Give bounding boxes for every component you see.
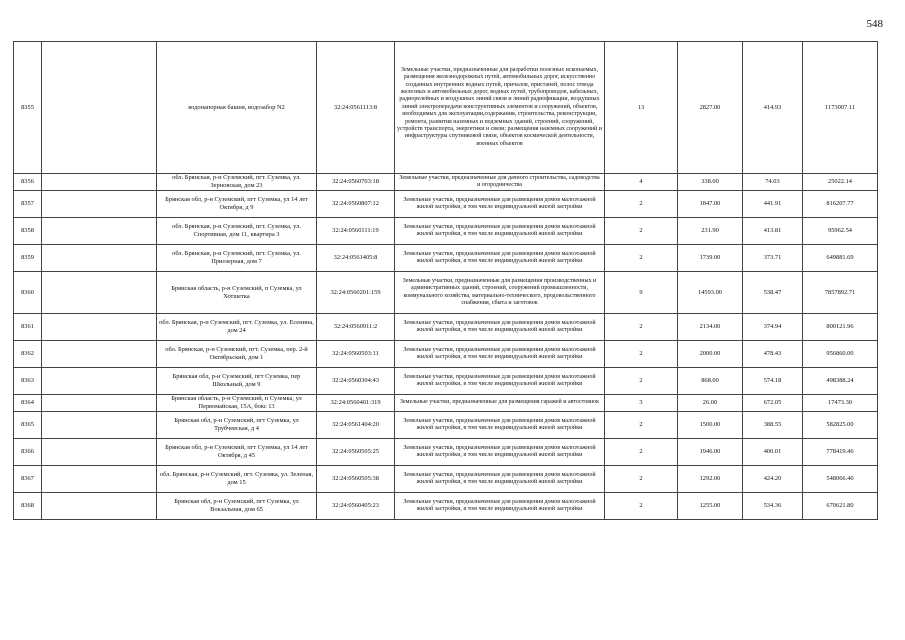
empty-cell <box>42 245 157 272</box>
address-cell: Брянская обл, р-н Суземский, пгт Суземка, ул Трубчевская, д 4 <box>157 412 317 439</box>
area-cell: 1847.00 <box>678 191 743 218</box>
area-cell: 231.90 <box>678 218 743 245</box>
page-number: 548 <box>866 18 883 30</box>
area-cell: 14593.00 <box>678 272 743 314</box>
cadastral-number-cell: 32:24:0560304:43 <box>317 368 395 395</box>
address-cell: Брянская область, р-н Суземский, п Суземка, ул Первомайская, 15А, бокс 13 <box>157 395 317 412</box>
specific-value-cell: 441.91 <box>743 191 803 218</box>
specific-value-cell: 672.05 <box>743 395 803 412</box>
empty-cell <box>42 466 157 493</box>
address-cell: водонапорная башня, водозабор N2 <box>157 42 317 174</box>
group-number-cell: 2 <box>605 466 678 493</box>
row-number: 8357 <box>14 191 42 218</box>
area-cell: 868.00 <box>678 368 743 395</box>
empty-cell <box>42 493 157 520</box>
cadastral-value-cell: 816207.77 <box>803 191 878 218</box>
empty-cell <box>42 174 157 191</box>
address-cell: Брянская область, р-н Суземский, п Суземка, ул Хотшетка <box>157 272 317 314</box>
land-use-purpose-cell: Земельные участки, предназначенные для дачного строительства, садоводства и огородничества <box>395 174 605 191</box>
row-number: 8364 <box>14 395 42 412</box>
group-number-cell: 2 <box>605 493 678 520</box>
specific-value-cell: 74.03 <box>743 174 803 191</box>
empty-cell <box>42 412 157 439</box>
group-number-cell: 9 <box>605 272 678 314</box>
cadastral-number-cell: 32:24:0560505:25 <box>317 439 395 466</box>
cadastral-number-cell: 32:24:0560807:12 <box>317 191 395 218</box>
cadastral-value-cell: 25022.14 <box>803 174 878 191</box>
address-cell: Брянская обл, р-н Суземский, пгт Суземка, ул Вокзальная, дом 65 <box>157 493 317 520</box>
cadastral-value-cell: 1173007.11 <box>803 42 878 174</box>
cadastral-value-cell: 670621.80 <box>803 493 878 520</box>
empty-cell <box>42 368 157 395</box>
area-cell: 2000.00 <box>678 341 743 368</box>
empty-cell <box>42 341 157 368</box>
land-use-purpose-cell: Земельные участки, предназначенные для размещения домов малоэтажной жилой застройки, в том числе индивидуальной жилой застройки <box>395 341 605 368</box>
cadastral-number-cell: 32:24:0560111:19 <box>317 218 395 245</box>
group-number-cell: 2 <box>605 314 678 341</box>
empty-cell <box>42 272 157 314</box>
row-number: 8361 <box>14 314 42 341</box>
cadastral-value-cell: 95962.54 <box>803 218 878 245</box>
empty-cell <box>42 191 157 218</box>
row-number: 8360 <box>14 272 42 314</box>
empty-cell <box>42 314 157 341</box>
cadastral-value-cell: 548066.40 <box>803 466 878 493</box>
address-cell: Брянская обл, р-н Суземский, пгт Суземка, пер Школьный, дом 9 <box>157 368 317 395</box>
land-use-purpose-cell: Земельные участки, предназначенные для размещения гаражей и автостоянок <box>395 395 605 412</box>
table-row <box>14 466 878 493</box>
cadastral-number-cell: 32:24:0560703:18 <box>317 174 395 191</box>
table-row <box>14 368 878 395</box>
group-number-cell: 2 <box>605 341 678 368</box>
cadastral-value-cell: 498388.24 <box>803 368 878 395</box>
address-cell: обл. Брянская, р-н Суземский, пгт. Суземка, ул. Зерновская, дом 23 <box>157 174 317 191</box>
address-cell: обл. Брянская, р-н Суземский, пгт. Суземка, ул. Зеленая, дом 15 <box>157 466 317 493</box>
empty-cell <box>42 218 157 245</box>
land-use-purpose-cell: Земельные участки, предназначенные для размещения домов малоэтажной жилой застройки, в том числе индивидуальной жилой застройки <box>395 466 605 493</box>
cadastral-number-cell: 32:24:0561113:8 <box>317 42 395 174</box>
empty-cell <box>42 395 157 412</box>
area-cell: 1946.00 <box>678 439 743 466</box>
group-number-cell: 2 <box>605 368 678 395</box>
area-cell: 1500.00 <box>678 412 743 439</box>
row-number: 8356 <box>14 174 42 191</box>
table-row <box>14 493 878 520</box>
cadastral-number-cell: 32:24:0560911:2 <box>317 314 395 341</box>
row-number: 8366 <box>14 439 42 466</box>
address-cell: обл. Брянская, р-н Суземский, пгт. Суземка, ул. Есенина, дом 24 <box>157 314 317 341</box>
land-use-purpose-cell: Земельные участки, предназначенные для размещения домов малоэтажной жилой застройки, в том числе индивидуальной жилой застройки <box>395 218 605 245</box>
land-use-purpose-cell: Земельные участки, предназначенные для размещения домов малоэтажной жилой застройки, в том числе индивидуальной жилой застройки <box>395 368 605 395</box>
land-use-purpose-cell: Земельные участки, предназначенные для размещения домов малоэтажной жилой застройки, в том числе индивидуальной жилой застройки <box>395 412 605 439</box>
area-cell: 1739.00 <box>678 245 743 272</box>
cadastral-number-cell: 32:24:0561404:20 <box>317 412 395 439</box>
cadastral-number-cell: 32:24:0561405:8 <box>317 245 395 272</box>
table-row <box>14 245 878 272</box>
group-number-cell: 2 <box>605 412 678 439</box>
group-number-cell: 2 <box>605 439 678 466</box>
cadastral-value-cell: 582825.00 <box>803 412 878 439</box>
row-number: 8359 <box>14 245 42 272</box>
row-number: 8367 <box>14 466 42 493</box>
area-cell: 2827.00 <box>678 42 743 174</box>
row-number: 8368 <box>14 493 42 520</box>
address-cell: Брянская обл, р-н Суземский, пгт Суземка, ул 14 лет Октября, д 9 <box>157 191 317 218</box>
land-use-purpose-cell: Земельные участки, предназначенные для разработки полезных ископаемых, размещения железнодорожных путей, автомобильных дорог, искусственно созданных внутренних водных путей, причалов, пристаней, полос отвода железных и автомобильных дорог, водных путей, трубопроводов, кабельных, радиорелейных и воздушных линий связи и линий радиофикации, воздушных линий электропередачи конструктивных элементов и сооружений, объектов, необходимых для эксплуатации,содержания, строительства, реконструкции, ремонта, развития наземных и подземных зданий, строений, сооружений, устройств транспорта, энергетики и связи; размещения наземных сооружений и инфраструктуры спутниковой связи, объектов космической деятельности, военных объектов <box>395 42 605 174</box>
specific-value-cell: 413.81 <box>743 218 803 245</box>
table-row <box>14 174 878 191</box>
group-number-cell: 4 <box>605 174 678 191</box>
area-cell: 26.00 <box>678 395 743 412</box>
cadastral-value-cell: 649881.69 <box>803 245 878 272</box>
cadastral-number-cell: 32:24:0560505:38 <box>317 466 395 493</box>
table-row <box>14 341 878 368</box>
table-row <box>14 439 878 466</box>
specific-value-cell: 538.47 <box>743 272 803 314</box>
address-cell: обл. Брянская, р-н Суземский, пгт. Суземка, ул. Спортивная, дом 11, квартира 3 <box>157 218 317 245</box>
empty-cell <box>42 439 157 466</box>
cadastral-value-cell: 800121.96 <box>803 314 878 341</box>
table-row <box>14 218 878 245</box>
specific-value-cell: 478.43 <box>743 341 803 368</box>
group-number-cell: 2 <box>605 191 678 218</box>
specific-value-cell: 414.93 <box>743 42 803 174</box>
cadastral-number-cell: 32:24:0560405:23 <box>317 493 395 520</box>
land-use-purpose-cell: Земельные участки, предназначенные для размещения домов малоэтажной жилой застройки, в том числе индивидуальной жилой застройки <box>395 245 605 272</box>
specific-value-cell: 574.18 <box>743 368 803 395</box>
row-number: 8362 <box>14 341 42 368</box>
area-cell: 2134.00 <box>678 314 743 341</box>
cadastral-value-cell: 778419.46 <box>803 439 878 466</box>
specific-value-cell: 534.36 <box>743 493 803 520</box>
table-row <box>14 42 878 174</box>
table-row <box>14 412 878 439</box>
address-cell: обл. Брянская, р-н Суземский, пгт. Суземка, ул. Приозерная, дом 7 <box>157 245 317 272</box>
cadastral-value-cell: 17473.30 <box>803 395 878 412</box>
group-number-cell: 13 <box>605 42 678 174</box>
cadastral-number-cell: 32:24:0560201:159 <box>317 272 395 314</box>
row-number: 8365 <box>14 412 42 439</box>
address-cell: Брянская обл, р-н Суземский, пгт Суземка, ул 14 лет Октября, д 45 <box>157 439 317 466</box>
table-row <box>14 272 878 314</box>
empty-cell <box>42 42 157 174</box>
land-use-purpose-cell: Земельные участки, предназначенные для размещения домов малоэтажной жилой застройки, в том числе индивидуальной жилой застройки <box>395 493 605 520</box>
table-row <box>14 191 878 218</box>
table-row <box>14 395 878 412</box>
row-number: 8355 <box>14 42 42 174</box>
land-use-purpose-cell: Земельные участки, предназначенные для размещения домов малоэтажной жилой застройки, в том числе индивидуальной жилой застройки <box>395 314 605 341</box>
specific-value-cell: 400.01 <box>743 439 803 466</box>
group-number-cell: 2 <box>605 245 678 272</box>
land-registry-table <box>13 41 878 520</box>
table-row <box>14 314 878 341</box>
land-use-purpose-cell: Земельные участки, предназначенные для размещения производственных и административных зданий, строений, сооружений промышленности, коммунального хозяйства, материально-технического, продовольственного снабжения, сбыта и заготовок <box>395 272 605 314</box>
group-number-cell: 2 <box>605 218 678 245</box>
area-cell: 338.00 <box>678 174 743 191</box>
specific-value-cell: 424.20 <box>743 466 803 493</box>
specific-value-cell: 374.94 <box>743 314 803 341</box>
cadastral-number-cell: 32:24:0560503:11 <box>317 341 395 368</box>
cadastral-value-cell: 7857892.71 <box>803 272 878 314</box>
specific-value-cell: 373.71 <box>743 245 803 272</box>
land-use-purpose-cell: Земельные участки, предназначенные для размещения домов малоэтажной жилой застройки, в том числе индивидуальной жилой застройки <box>395 439 605 466</box>
specific-value-cell: 388.55 <box>743 412 803 439</box>
cadastral-number-cell: 32:24:0560401:319 <box>317 395 395 412</box>
area-cell: 1255.00 <box>678 493 743 520</box>
address-cell: обл. Брянская, р-н Суземский, пгт. Суземка, пер. 2-й Октябрьский, дом 1 <box>157 341 317 368</box>
row-number: 8363 <box>14 368 42 395</box>
area-cell: 1292.00 <box>678 466 743 493</box>
row-number: 8358 <box>14 218 42 245</box>
cadastral-value-cell: 956860.00 <box>803 341 878 368</box>
table-body <box>14 42 878 520</box>
land-use-purpose-cell: Земельные участки, предназначенные для размещения домов малоэтажной жилой застройки, в том числе индивидуальной жилой застройки <box>395 191 605 218</box>
group-number-cell: 3 <box>605 395 678 412</box>
